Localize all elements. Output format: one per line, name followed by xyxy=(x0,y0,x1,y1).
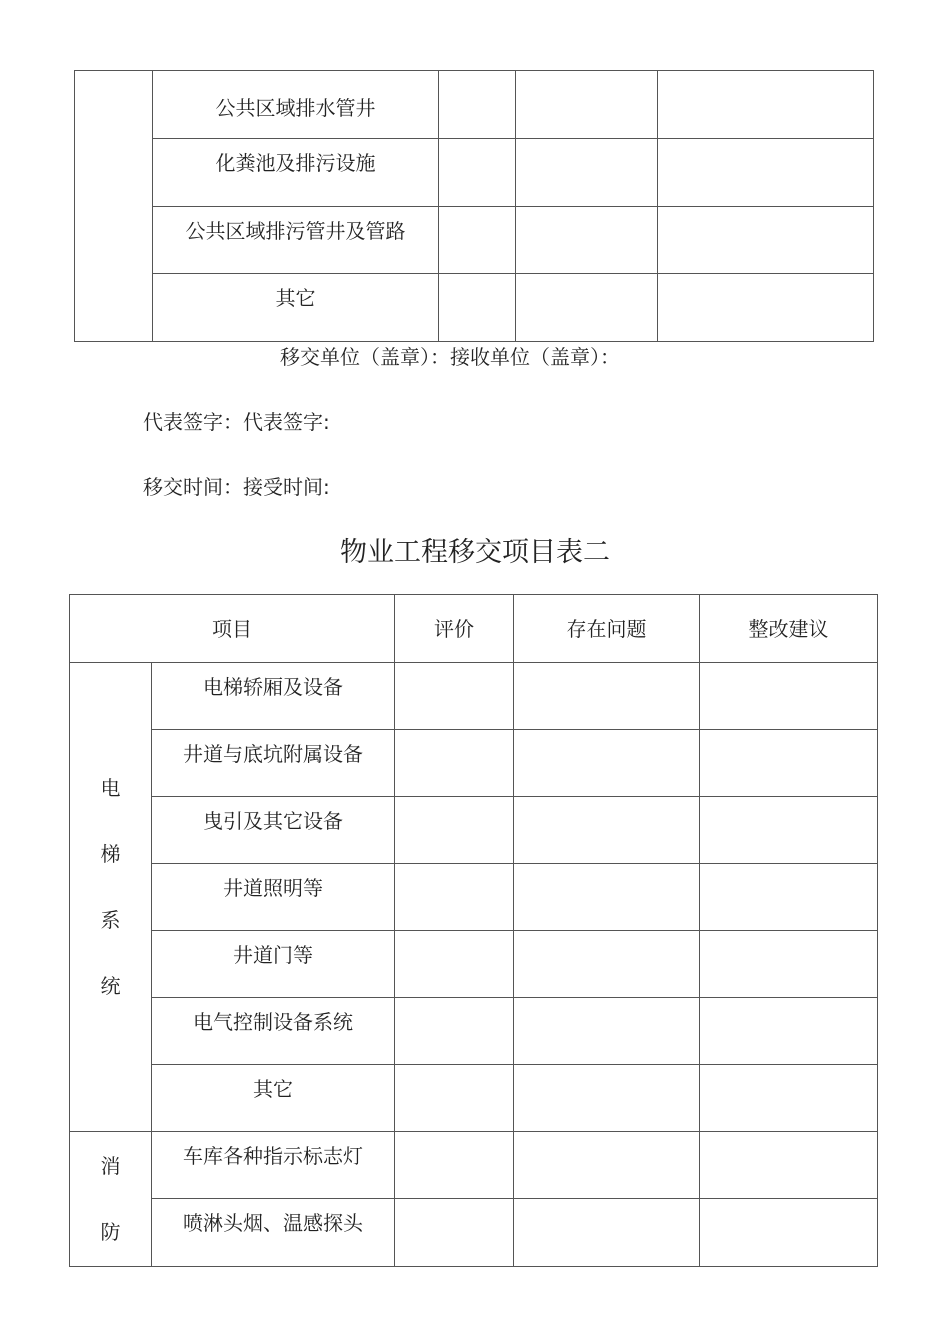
drainage-table xyxy=(74,70,874,342)
rating-cell[interactable] xyxy=(395,1132,514,1199)
advice-cell[interactable] xyxy=(700,931,878,998)
advice-cell[interactable] xyxy=(700,797,878,864)
advice-cell[interactable] xyxy=(700,1065,878,1132)
advice-cell[interactable] xyxy=(658,71,874,139)
header-rating: 评价 xyxy=(395,595,514,663)
header-advice: 整改建议 xyxy=(700,595,878,663)
issues-cell[interactable] xyxy=(516,71,658,139)
rating-cell[interactable] xyxy=(395,663,514,730)
category-cell xyxy=(75,71,153,342)
category-fire-protection: 消 防 xyxy=(70,1132,152,1267)
advice-cell[interactable] xyxy=(700,730,878,797)
item-cell: 井道门等 xyxy=(152,931,395,998)
issues-cell[interactable] xyxy=(514,998,700,1065)
rating-cell[interactable] xyxy=(439,207,516,274)
issues-cell[interactable] xyxy=(514,931,700,998)
advice-cell[interactable] xyxy=(658,207,874,274)
issues-cell[interactable] xyxy=(514,1199,700,1267)
project-handover-table xyxy=(69,594,878,1267)
page-title: 物业工程移交项目表二 xyxy=(340,537,610,568)
rating-cell[interactable] xyxy=(395,998,514,1065)
rating-cell[interactable] xyxy=(395,864,514,931)
rating-cell[interactable] xyxy=(395,730,514,797)
category-elevator-system: 电 梯 系 统 xyxy=(70,663,152,1132)
issues-cell[interactable] xyxy=(516,274,658,342)
rating-cell[interactable] xyxy=(395,1199,514,1267)
rating-cell[interactable] xyxy=(439,71,516,139)
item-cell: 其它 xyxy=(152,1065,395,1132)
rating-cell[interactable] xyxy=(395,797,514,864)
header-item: 项目 xyxy=(70,595,395,663)
item-cell: 电气控制设备系统 xyxy=(152,998,395,1065)
issues-cell[interactable] xyxy=(514,730,700,797)
issues-cell[interactable] xyxy=(514,797,700,864)
advice-cell[interactable] xyxy=(700,1199,878,1267)
issues-cell[interactable] xyxy=(516,139,658,207)
advice-cell[interactable] xyxy=(658,139,874,207)
item-cell: 其它 xyxy=(153,274,439,342)
item-cell: 喷淋头烟、温感探头 xyxy=(152,1199,395,1267)
advice-cell[interactable] xyxy=(700,663,878,730)
advice-cell[interactable] xyxy=(700,998,878,1065)
header-issues: 存在问题 xyxy=(514,595,700,663)
item-cell: 公共区域排水管井 xyxy=(153,71,439,139)
advice-cell[interactable] xyxy=(658,274,874,342)
item-cell: 车库各种指示标志灯 xyxy=(152,1132,395,1199)
issues-cell[interactable] xyxy=(516,207,658,274)
rating-cell[interactable] xyxy=(439,274,516,342)
item-cell: 公共区域排污管井及管路 xyxy=(153,207,439,274)
issues-cell[interactable] xyxy=(514,1065,700,1132)
advice-cell[interactable] xyxy=(700,1132,878,1199)
handover-unit-seal-line: 移交单位（盖章）：接收单位（盖章）： xyxy=(280,345,620,369)
item-cell: 化粪池及排污设施 xyxy=(153,139,439,207)
advice-cell[interactable] xyxy=(700,864,878,931)
item-cell: 曳引及其它设备 xyxy=(152,797,395,864)
handover-time-line: 移交时间：接受时间: xyxy=(143,475,330,499)
rating-cell[interactable] xyxy=(395,931,514,998)
rating-cell[interactable] xyxy=(439,139,516,207)
issues-cell[interactable] xyxy=(514,864,700,931)
item-cell: 电梯轿厢及设备 xyxy=(152,663,395,730)
issues-cell[interactable] xyxy=(514,1132,700,1199)
issues-cell[interactable] xyxy=(514,663,700,730)
item-cell: 井道与底坑附属设备 xyxy=(152,730,395,797)
rating-cell[interactable] xyxy=(395,1065,514,1132)
representative-signature-line: 代表签字：代表签字: xyxy=(143,410,330,434)
item-cell: 井道照明等 xyxy=(152,864,395,931)
